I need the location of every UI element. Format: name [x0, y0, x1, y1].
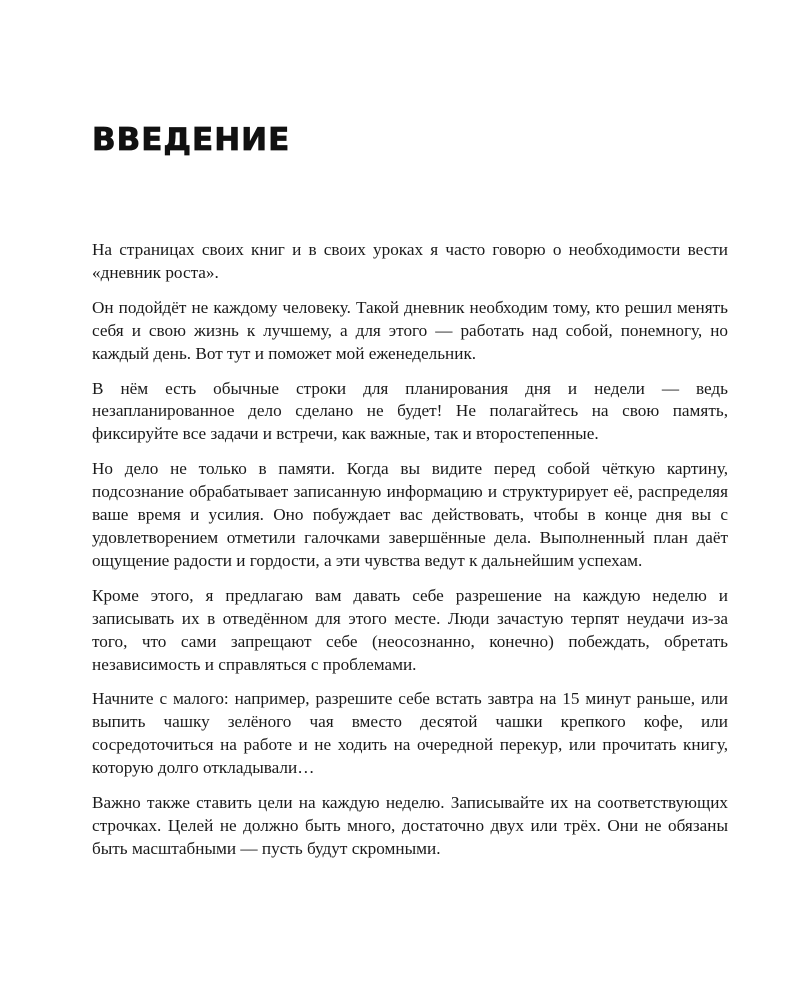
page-title: ВВЕДЕНИЕ: [92, 122, 291, 158]
paragraph: На страницах своих книг и в своих уроках я часто говорю о необходимости вести «дневник роста».: [92, 240, 728, 282]
paragraph: Но дело не только в памяти. Когда вы видите перед собой чёткую картину, подсознание обрабатывает записанную информацию и структурирует её, распределяя ваше время и усилия. Оно побуждает вас действовать, чтобы в конце дня вы с удовлетворением отметили галочками завершённые дела. Выполненный план даёт ощущение радости и гордости, а эти чувства ведут к дальнейшим успехам.: [92, 459, 728, 570]
paragraph: В нём есть обычные строки для планирования дня и недели — ведь незапланированное дело сделано не будет! Не полагайтесь на свою память, фиксируйте все задачи и встречи, как важные, так и второстепенные.: [92, 378, 728, 444]
paragraph: Важно также ставить цели на каждую неделю. Записывайте их на соответствующих строчках. Целей не должно быть много, достаточно двух или трёх. Они не обязаны быть масштабными — пусть будут скромными.: [92, 793, 728, 858]
body-text: [92, 239, 728, 873]
paragraph: Он подойдёт не каждому человеку. Такой дневник необходим тому, кто решил менять себя и свою жизнь к лучшему, а для этого — работать над собой, понемногу, но каждый день. Вот тут и поможет мой еженедельник.: [92, 297, 728, 363]
paragraph: Кроме этого, я предлагаю вам давать себе разрешение на каждую неделю и записывать их в отведённом для этого месте. Люди зачастую терпят неудачи из-за того, что сами запрещают себе (неосознанно, конечно) побеждать, обретать независимость и справляться с проблемами.: [92, 585, 728, 674]
paragraph: Начните с малого: например, разрешите себе встать завтра на 15 минут раньше, или выпить чашку зелёного чая вместо десятой чашки крепкого кофе, или сосредоточиться на работе и не ходить на очередной перекур, или прочитать книгу, которую долго откладывали…: [92, 689, 728, 778]
